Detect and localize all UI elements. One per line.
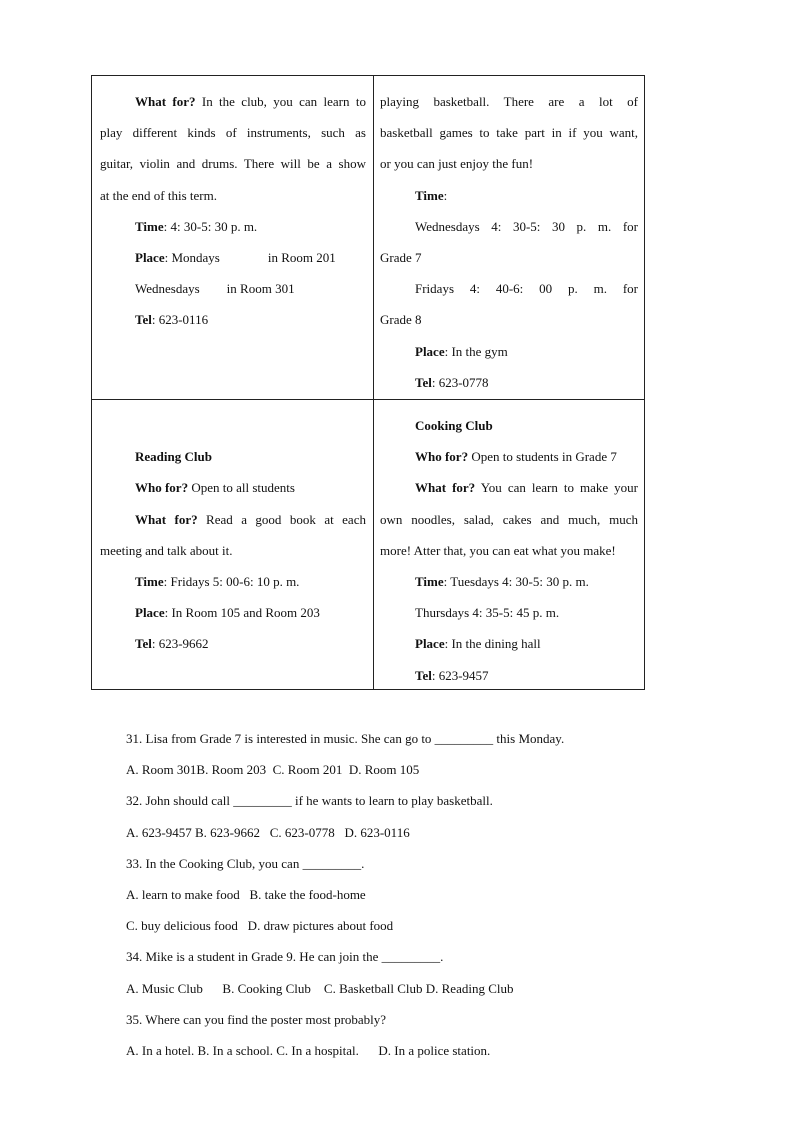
reading-what-text-1: Read a good book at each — [197, 511, 366, 527]
cooking-time-label: Time — [415, 574, 444, 590]
reading-tel-value: : 623-9662 — [151, 636, 209, 652]
cooking-title — [380, 410, 638, 441]
question-33: 33. In the Cooking Club, you can _________. — [126, 855, 365, 871]
music-place-1 — [100, 242, 366, 273]
cooking-club-cell — [380, 410, 638, 691]
reading-place-value: : In Room 105 and Room 203 — [164, 605, 320, 621]
music-place-label: Place — [135, 250, 165, 266]
cooking-what-line-1 — [380, 472, 638, 503]
cooking-time — [380, 566, 638, 597]
music-place-day-1: : Mondays — [164, 250, 220, 266]
music-time-label: Time — [135, 218, 164, 234]
cooking-title-text: Cooking Club — [415, 418, 493, 433]
basketball-time-row-2b: Grade 8 — [380, 312, 422, 328]
music-tel-label: Tel — [135, 312, 152, 328]
cooking-tel — [380, 660, 638, 691]
question-34-options: A. Music Club B. Cooking Club C. Basketball Club D. Reading Club — [126, 980, 514, 996]
question-33-options-ab: A. learn to make food B. take the food-home — [126, 887, 366, 903]
music-place-2 — [100, 273, 366, 304]
music-what-line-3: guitar, violin and drums. There will be a show — [100, 156, 366, 172]
music-place-room-2: in Room 301 — [226, 281, 295, 297]
reading-place-label: Place — [135, 605, 165, 621]
reading-place — [100, 597, 366, 628]
basketball-time — [380, 180, 638, 211]
basketball-text-1: playing basketball. There are a lot of — [380, 94, 638, 109]
music-place-room-1: in Room 201 — [267, 250, 336, 266]
cooking-what-text-1: You can learn to make your — [475, 480, 638, 496]
basketball-place-label: Place — [415, 343, 445, 359]
reading-tel — [100, 628, 366, 659]
question-32-options: A. 623-9457 B. 623-9662 C. 623-0778 D. 623-0116 — [126, 824, 410, 840]
music-place-day-2: Wednesdays — [135, 281, 200, 297]
cooking-who-value: Open to students in Grade 7 — [468, 449, 617, 465]
basketball-time-colon: : — [443, 187, 448, 203]
basketball-tel-label: Tel — [415, 374, 432, 390]
reading-what-line-2: meeting and talk about it. — [100, 542, 233, 558]
basketball-club-cell — [380, 86, 638, 398]
question-31-options: A. Room 301B. Room 203 C. Room 201 D. Room 105 — [126, 762, 420, 778]
music-what-label: What for? — [135, 94, 196, 109]
basketball-time-row-1: Wednesdays 4: 30-5: 30 p. m. for — [415, 218, 638, 234]
basketball-time-label: Time — [415, 187, 444, 203]
reading-title — [100, 441, 366, 472]
music-what-text-1: In the club, you can learn to — [195, 94, 366, 109]
cooking-what-label: What for? — [415, 480, 476, 496]
cooking-place — [380, 628, 638, 659]
cooking-who-label: Who for? — [415, 449, 469, 465]
cooking-who — [380, 441, 638, 472]
cooking-time-2: Thursdays 4: 35-5: 45 p. m. — [415, 605, 560, 621]
reading-time-label: Time — [135, 574, 164, 589]
cooking-what-line-2: own noodles, salad, cakes and much, much — [380, 511, 638, 527]
cooking-tel-value: : 623-9457 — [431, 667, 489, 683]
cooking-what-line-3: more! Atter that, you can eat what you make! — [380, 542, 616, 558]
reading-what-label: What for? — [135, 511, 198, 527]
reading-tel-label: Tel — [135, 636, 152, 652]
reading-who-value: Open to all students — [188, 480, 295, 496]
cooking-time-value-1: : Tuesdays 4: 30-5: 30 p. m. — [443, 574, 589, 590]
question-33-options-cd: C. buy delicious food D. draw pictures about food — [126, 918, 394, 934]
club-poster-table — [91, 75, 645, 690]
basketball-text-3: or you can just enjoy the fun! — [380, 156, 534, 172]
reading-time-value: : Fridays 5: 00-6: 10 p. m. — [163, 574, 300, 589]
basketball-tel — [380, 367, 638, 398]
question-34: 34. Mike is a student in Grade 9. He can join the _________. — [126, 949, 444, 965]
music-time-value: : 4: 30-5: 30 p. m. — [163, 218, 258, 234]
reading-spacer — [100, 410, 366, 441]
reading-what-line-1 — [100, 504, 366, 535]
questions-section — [126, 723, 686, 1066]
reading-time — [100, 566, 366, 597]
basketball-text-2: basketball games to take part in if you want, — [380, 125, 638, 141]
basketball-place-value: : In the gym — [444, 343, 508, 359]
music-time — [100, 211, 366, 242]
music-tel-value: : 623-0116 — [151, 312, 209, 328]
music-tel — [100, 304, 366, 335]
basketball-place — [380, 336, 638, 367]
table-vertical-divider — [373, 76, 374, 689]
basketball-time-row-1b: Grade 7 — [380, 250, 422, 266]
cooking-tel-label: Tel — [415, 667, 432, 683]
question-35-options: A. In a hotel. B. In a school. C. In a hospital. D. In a police station. — [126, 1043, 491, 1059]
reading-who — [100, 472, 366, 503]
basketball-tel-value: : 623-0778 — [431, 374, 489, 390]
music-what-line-1 — [100, 86, 366, 117]
music-club-cell — [100, 86, 366, 336]
reading-club-cell — [100, 410, 366, 660]
question-35: 35. Where can you find the poster most probably? — [126, 1011, 387, 1027]
reading-who-label: Who for? — [135, 480, 189, 496]
basketball-time-row-2: Fridays 4: 40-6: 00 p. m. for — [415, 281, 638, 297]
music-what-line-4: at the end of this term. — [100, 187, 217, 203]
reading-title-text: Reading Club — [135, 449, 212, 465]
cooking-place-label: Place — [415, 636, 445, 652]
cooking-place-value: : In the dining hall — [444, 636, 541, 652]
question-31: 31. Lisa from Grade 7 is interested in music. She can go to _________ this Monday. — [126, 731, 565, 746]
question-32: 32. John should call _________ if he wants to learn to play basketball. — [126, 793, 493, 809]
table-horizontal-divider — [92, 399, 644, 400]
music-what-line-2: play different kinds of instruments, such as — [100, 125, 366, 141]
